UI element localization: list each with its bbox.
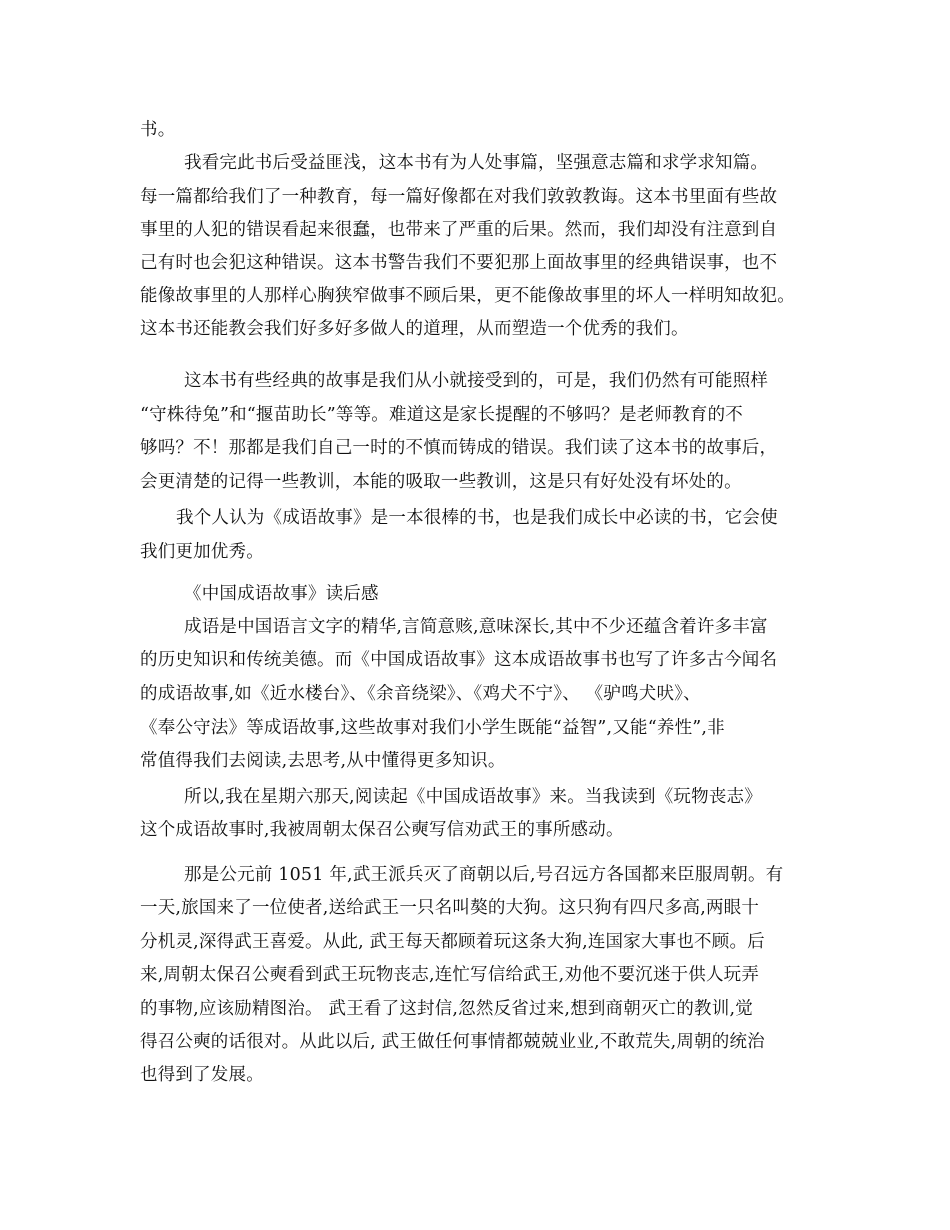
paragraph-first-line: 我看完此书后受益匪浅，这本书有为人处事篇，坚强意志篇和求学求知篇。 — [184, 153, 769, 173]
text-line: 来,周朝太保召公奭看到武王玩物丧志,连忙写信给武王,劝他不要沉迷于供人玩弄 — [140, 965, 760, 985]
text-line: 分机灵,深得武王喜爱。从此, 武王每天都顾着玩这条大狗,连国家大事也不顾。后 — [140, 932, 765, 952]
text-line: 得召公奭的话很对。从此以后, 武王做任何事情都兢兢业业,不敢荒失,周朝的统治 — [140, 1032, 765, 1052]
text-line: 的历史知识和传统美德。而《中国成语故事》这本成语故事书也写了许多古今闻名 — [140, 650, 778, 670]
text-line: 书。 — [140, 120, 176, 140]
paragraph-first-line: 成语是中国语言文字的精华,言简意赅,意味深长,其中不少还蕴含着许多丰富 — [184, 617, 768, 637]
text-line: 也得到了发展。 — [140, 1065, 264, 1085]
text-line: 事里的人犯的错误看起来很蠢，也带来了严重的后果。然而，我们却没有注意到自 — [140, 220, 778, 240]
text-line: “守株待兔”和“揠苗助长”等等。难道这是家长提醒的不够吗？是老师教育的不 — [140, 405, 743, 425]
text-line: 己有时也会犯这种错误。这本书警告我们不要犯那上面故事里的经典错误事，也不 — [140, 253, 778, 273]
text-line: 常值得我们去阅读,去思考,从中懂得更多知识。 — [140, 751, 506, 771]
text-line: 的成语故事,如《近水楼台》、《余音绕梁》、《鸡犬不宁》、 《驴鸣犬吠》、 — [140, 684, 701, 704]
text-line: 每一篇都给我们了一种教育，每一篇好像都在对我们敦敦教诲。这本书里面有些故 — [140, 187, 778, 207]
paragraph-first-line: 那是公元前 1051 年,武王派兵灭了商朝以后,号召远方各国都来臣服周朝。有 — [184, 865, 784, 885]
text-line: 一天,旅国来了一位使者,送给武王一只名叫獒的大狗。这只狗有四尺多高,两眼十 — [140, 898, 760, 918]
text-line: 我们更加优秀。 — [140, 542, 264, 562]
paragraph-first-line: 我个人认为《成语故事》是一本很棒的书，也是我们成长中必读的书，它会使 — [176, 508, 778, 528]
text-line: 会更清楚的记得一些教训，本能的吸取一些教训，这是只有好处没有坏处的。 — [140, 472, 742, 492]
paragraph-first-line: 所以,我在星期六那天,阅读起《中国成语故事》来。当我读到《玩物丧志》 — [184, 787, 762, 807]
text-line: 这本书还能教会我们好多好多做人的道理，从而塑造一个优秀的我们。 — [140, 319, 689, 339]
text-line: 《奉公守法》等成语故事,这些故事对我们小学生既能“益智”,又能“养性”,非 — [140, 718, 725, 738]
text-line: 够吗？不！那都是我们自己一时的不慎而铸成的错误。我们读了这本书的故事后， — [140, 438, 778, 458]
text-line: 的事物,应该励精图治。 武王看了这封信,忽然反省过来,想到商朝灭亡的教训,觉 — [140, 999, 753, 1019]
text-line: 能像故事里的人那样心胸狭窄做事不顾后果，更不能像故事里的坏人一样明知故犯。 — [140, 286, 795, 306]
text-line: 这个成语故事时,我被周朝太保召公奭写信劝武王的事所感动。 — [140, 820, 624, 840]
section-title: 《中国成语故事》读后感 — [184, 584, 379, 604]
paragraph-first-line: 这本书有些经典的故事是我们从小就接受到的，可是，我们仍然有可能照样 — [184, 371, 769, 391]
